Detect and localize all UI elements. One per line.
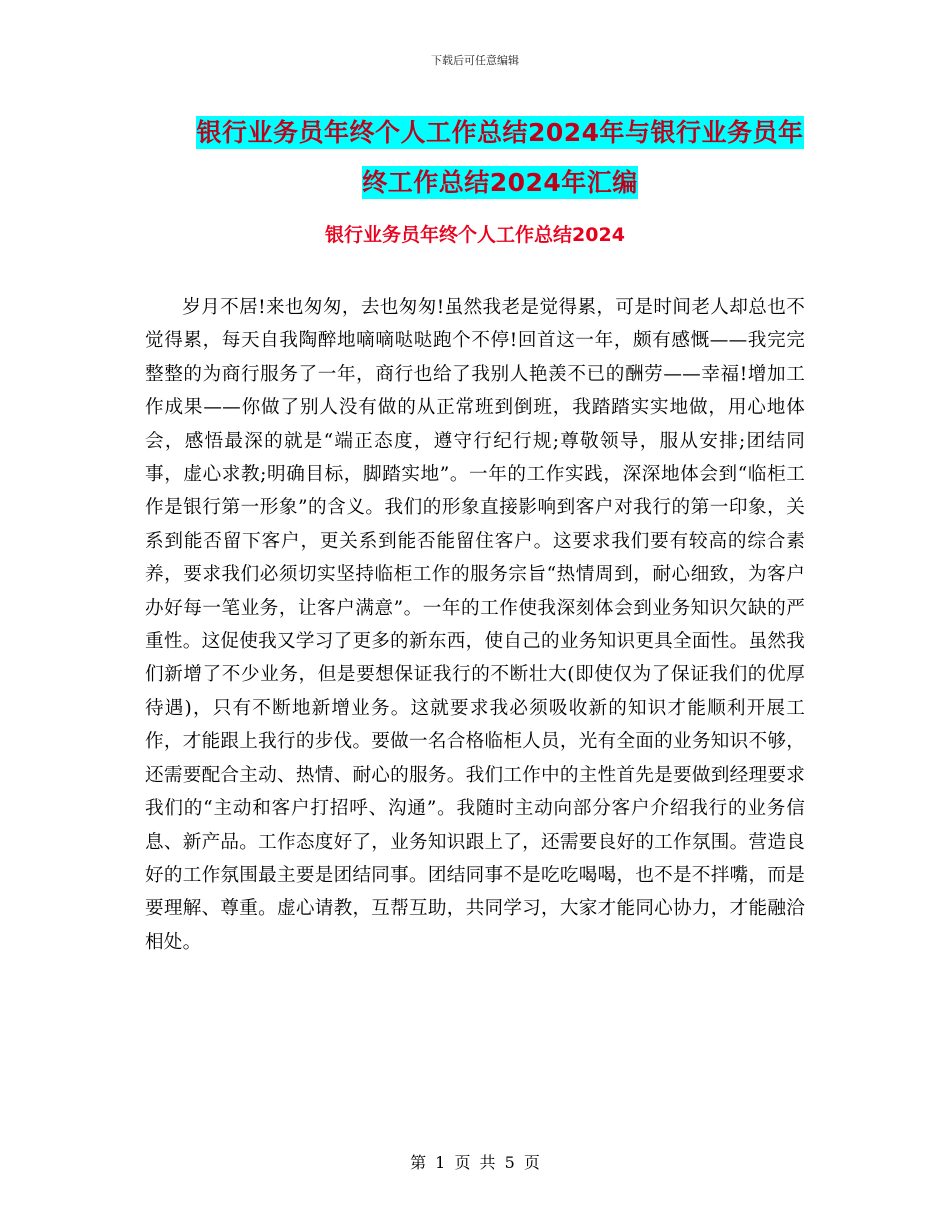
document-title xyxy=(140,108,860,208)
section-title: 银行业务员年终个人工作总结2024 xyxy=(325,224,625,246)
document-title-line-2: 终工作总结2024年汇编 xyxy=(362,168,638,197)
body-paragraph: 岁月不居!来也匆匆，去也匆匆!虽然我老是觉得累，可是时间老人却总也不觉得累，每天自我陶醉地嘀嘀哒哒跑个不停!回首这一年，颇有感慨——我完完整整的为商行服务了一年，商行也给了我别人艳羡不已的酬劳——幸福!增加工作成果——你做了别人没有做的从正常班到倒班，我踏踏实实地做，用心地体会，感悟最深的就是“端正态度，遵守行纪行规;尊敬领导，服从安排;团结同事，虚心求教;明确目标，脚踏实地”。一年的工作实践，深深地体会到“临柜工作是银行第一形象”的含义。我们的形象直接影响到客户对我行的第一印象，关系到能否留下客户，更关系到能否能留住客户。这要求我们要有较高的综合素养，要求我们必须切实坚持临柜工作的服务宗旨“热情周到，耐心细致，为客户办好每一笔业务，让客户满意”。一年的工作使我深刻体会到业务知识欠缺的严重性。这促使我又学习了更多的新东西，使自己的业务知识更具全面性。虽然我们新增了不少业务，但是要想保证我行的不断壮大(即使仅为了保证我们的优厚待遇)，只有不断地新增业务。这就要求我必须吸收新的知识才能顺利开展工作，才能跟上我行的步伐。要做一名合格临柜人员，光有全面的业务知识不够，还需要配合主动、热情、耐心的服务。我们工作中的主性首先是要做到经理要求我们的“主动和客户打招呼、沟通”。我随时主动向部分客户介绍我行的业务信息、新产品。工作态度好了，业务知识跟上了，还需要良好的工作氛围。营造良好的工作氛围最主要是团结同事。团结同事不是吃吃喝喝，也不是不拌嘴，而是要理解、尊重。虚心请教，互帮互助，共同学习，大家才能同心协力，才能融洽相处。 xyxy=(145,297,805,953)
page-number-footer: 第 1 页 共 5 页 xyxy=(410,1153,540,1172)
page-header-note: 下载后可任意编辑 xyxy=(431,54,519,67)
document-title-line-1: 银行业务员年终个人工作总结2024年与银行业务员年 xyxy=(196,118,804,147)
